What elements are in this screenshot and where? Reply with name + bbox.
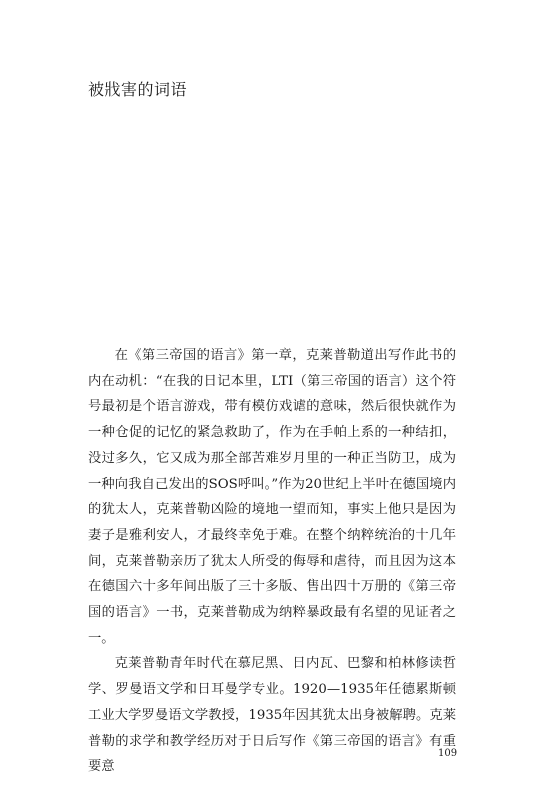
page-number: 109 — [438, 748, 458, 759]
paragraph: 在《第三帝国的语言》第一章，克莱普勒道出写作此书的内在动机：“在我的日记本里，LTI（第三帝国的语言）这个符号最初是个语言游戏，带有模仿戏谑的意味，然后很快就作为一种仓促的记忆的紧急救助了，作为在手帕上系的一种结扣，没过多久，它又成为那全部苦难岁月里的一种正当防卫，成为一种向我自己发出的SOS呼叫。”作为20世纪上半叶在德国境内的犹太人，克莱普勒凶险的境地一望而知，事实上他只是因为妻子是雅利安人，才最终幸免于难。在整个纳粹统治的十几年间，克莱普勒亲历了犹太人所受的侮辱和虐待，而且因为这本在德国六十多年间出版了三十多版、售出四十万册的《第三帝国的语言》一书，克莱普勒成为纳粹暴政最有名望的见证者之一。 — [88, 348, 456, 646]
paragraph: 克莱普勒青年时代在慕尼黑、日内瓦、巴黎和柏林修读哲学、罗曼语文学和日耳曼学专业。1920—1935年任德累斯顿工业大学罗曼语文学教授，1935年因其犹太出身被解聘。克莱普勒的求学和教学经历对于日后写作《第三帝国的语言》有重要意 — [88, 656, 456, 775]
body-text — [88, 343, 456, 780]
chapter-title: 被戕害的词语 — [88, 80, 188, 99]
